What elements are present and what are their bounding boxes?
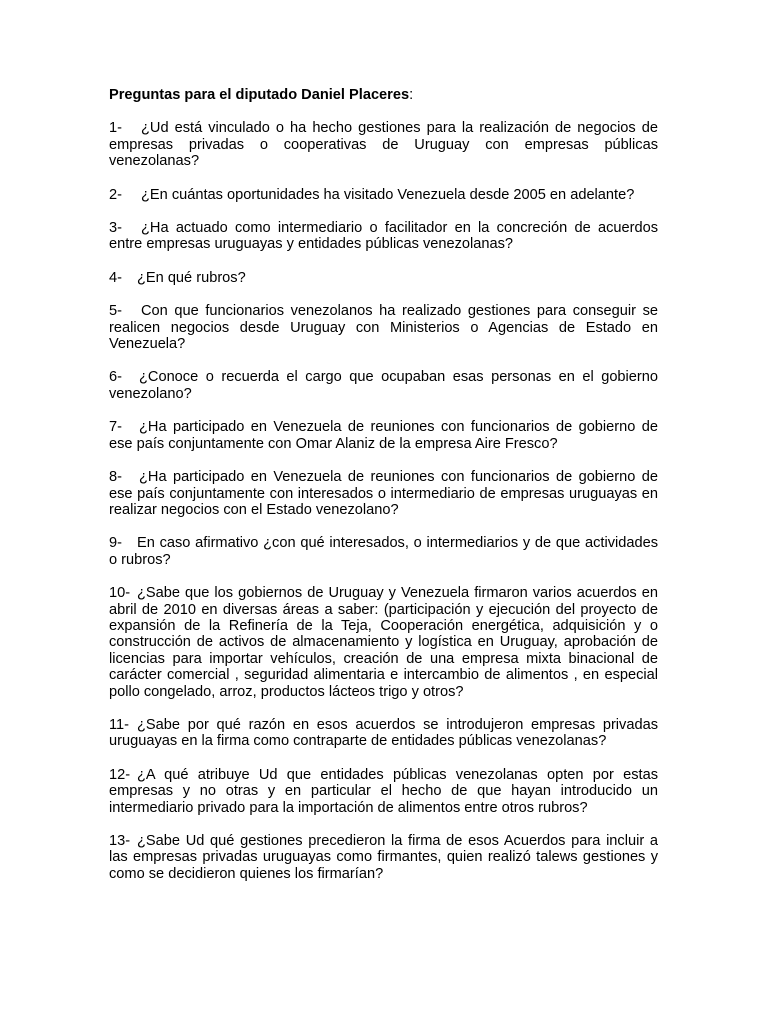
question-number: 1- [109, 120, 122, 137]
question-number: 7- [109, 419, 122, 436]
document-title [109, 87, 658, 103]
question-number: 4- [109, 269, 122, 286]
question-text: ¿En cuántas oportunidades ha visitado Venezuela desde 2005 en adelante? [141, 186, 635, 203]
question-text: ¿A qué atribuye Ud que entidades públicas venezolanas opten por estas empresas y no otras y en particular el hecho de que hayan introducido un intermediario privado para la importación de alimentos entre otros rubros? [109, 766, 658, 816]
question-text: ¿Ha participado en Venezuela de reuniones con funcionarios de gobierno de ese país conjuntamente con Omar Alaniz de la empresa Aire Fresco? [109, 419, 658, 452]
question-text: Con que funcionarios venezolanos ha realizado gestiones para conseguir se realicen negocios desde Uruguay con Ministerios o Agencias de Estado en Venezuela? [109, 303, 658, 353]
question-number: 5- [109, 303, 122, 320]
title-colon: : [409, 87, 414, 103]
question-text: ¿Ha actuado como intermediario o facilitador en la concreción de acuerdos entre empresas uruguayas y entidades públicas venezolanas? [109, 220, 658, 253]
question-text: ¿Conoce o recuerda el cargo que ocupaban esas personas en el gobierno venezolano? [109, 369, 658, 402]
question-number: 2- [109, 186, 122, 203]
question-text: ¿Sabe que los gobiernos de Uruguay y Venezuela firmaron varios acuerdos en abril de 2010 en diversas áreas a saber: (participación y ejecución del proyecto de expansión de la Refinería de la Teja, Cooperación energética, adquisición y o construcción de activos de almacenamiento y logística en Uruguay, aprobación de licencias para importar vehículos, creación de una empresa mixta binacional de carácter comercial , seguridad alimentaria e intercambio de alimentos , en especial pollo congelado, arroz, productos lácteos trigo y otros? [109, 585, 658, 700]
question-text: ¿Sabe Ud qué gestiones precedieron la firma de esos Acuerdos para incluir a las empresas privadas uruguayas como firmantes, quien realizó talews gestiones y como se decidieron quienes los firmarían? [109, 833, 658, 882]
question-1 [109, 120, 658, 169]
question-number: 6- [109, 369, 122, 386]
question-2 [109, 187, 658, 203]
question-text: ¿Ha participado en Venezuela de reuniones con funcionarios de gobierno de ese país conjuntamente con interesados o intermediario de empresas uruguayas en realizar negocios con el Estado venezolano? [109, 469, 658, 518]
question-9 [109, 535, 658, 568]
question-number: 12- [109, 766, 131, 783]
question-number: 3- [109, 220, 122, 237]
question-8 [109, 469, 658, 518]
question-11 [109, 717, 658, 750]
question-number: 10- [109, 585, 131, 602]
question-13 [109, 833, 658, 882]
question-10 [109, 585, 658, 700]
question-text: ¿Sabe por qué razón en esos acuerdos se introdujeron empresas privadas uruguayas en la firma como contraparte de entidades públicas venezolanas? [109, 716, 658, 750]
question-text: En caso afirmativo ¿con qué interesados, o intermediarios y de que actividades o rubros? [109, 535, 658, 568]
question-7 [109, 419, 658, 452]
question-text: ¿Ud está vinculado o ha hecho gestiones para la realización de negocios de empresas privadas o cooperativas de Uruguay con empresas públicas venezolanas? [109, 120, 658, 170]
question-6 [109, 369, 658, 402]
question-number: 13- [109, 833, 131, 849]
question-number: 8- [109, 469, 122, 486]
question-12 [109, 767, 658, 816]
question-text: ¿En qué rubros? [137, 269, 246, 286]
question-4 [109, 270, 658, 286]
question-5 [109, 303, 658, 352]
title-text: Preguntas para el diputado Daniel Placeres [109, 87, 410, 103]
question-number: 11- [109, 716, 130, 733]
question-3 [109, 220, 658, 253]
document-page [109, 87, 658, 899]
question-number: 9- [109, 535, 122, 552]
